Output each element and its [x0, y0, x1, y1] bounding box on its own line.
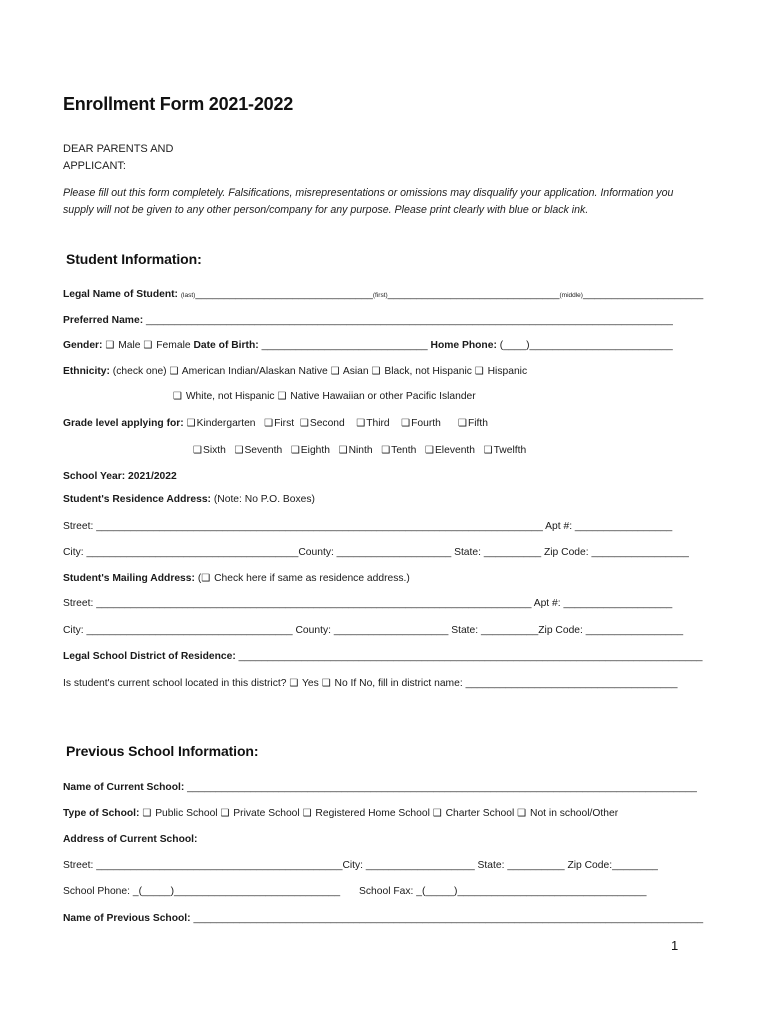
previous-school-field[interactable]: _________________________________________________________________________________________ — [193, 913, 704, 924]
mailing-address-label: Student's Mailing Address: — [63, 573, 195, 584]
ethnicity-row-2 — [173, 391, 476, 402]
checkbox-icon[interactable]: ❑ — [299, 418, 309, 429]
school-phone-field[interactable]: School Phone: _(_____)_____________________________ — [63, 886, 341, 897]
residence-city-field[interactable]: City: _____________________________________County: ____________________ State: __________ Zip Code: _________________ — [63, 547, 689, 558]
ethnicity-option: Black, not Hispanic — [384, 366, 472, 377]
middle-name-field[interactable]: _____________________ — [582, 289, 704, 300]
mailing-address-row — [63, 573, 410, 584]
checkbox-icon[interactable]: ❑ — [220, 808, 230, 819]
grade-option: Eighth — [300, 445, 330, 456]
preferred-name-label: Preferred Name: — [63, 315, 144, 326]
checkbox-icon[interactable]: ❑ — [201, 573, 211, 584]
gender-male-label: Male — [118, 340, 141, 351]
in-district-question: Is student's current school located in this district? — [63, 678, 287, 689]
ethnicity-option: American Indian/Alaskan Native — [181, 366, 328, 377]
current-school-row — [63, 782, 697, 793]
checkbox-icon[interactable]: ❑ — [302, 808, 312, 819]
ethnicity-option: Native Hawaiian or other Pacific Islander — [290, 391, 476, 402]
ethnicity-option: Asian — [342, 366, 369, 377]
checkbox-icon[interactable]: ❑ — [517, 808, 527, 819]
checkbox-icon[interactable]: ❑ — [186, 418, 196, 429]
grade-option: Twelfth — [493, 445, 527, 456]
previous-school-label: Name of Previous School: — [63, 913, 191, 924]
grade-option: First — [274, 418, 295, 429]
grade-option: Ninth — [348, 445, 373, 456]
school-type-row — [63, 808, 618, 819]
school-type-option: Registered Home School — [315, 808, 430, 819]
checkbox-icon[interactable]: ❑ — [330, 366, 340, 377]
page-title: Enrollment Form 2021-2022 — [63, 94, 294, 114]
school-type-option: Private School — [233, 808, 300, 819]
yes-label: Yes — [302, 678, 319, 689]
legal-name-row — [63, 289, 703, 300]
residence-address-row — [63, 494, 315, 505]
residence-address-label: Student's Residence Address: — [63, 494, 211, 505]
current-school-field[interactable]: _________________________________________________________________________________________ — [187, 782, 697, 793]
previous-school-row — [63, 913, 703, 924]
checkbox-icon[interactable]: ❑ — [105, 340, 115, 351]
school-year: School Year: 2021/2022 — [63, 471, 177, 482]
checkbox-icon[interactable]: ❑ — [173, 391, 182, 402]
checkbox-icon[interactable]: ❑ — [142, 808, 152, 819]
dob-field[interactable]: _____________________________ — [261, 340, 428, 351]
checkbox-icon[interactable]: ❑ — [289, 678, 299, 689]
legal-name-label: Legal Name of Student: — [63, 289, 178, 300]
ethnicity-note: (check one) — [112, 366, 167, 377]
preferred-name-row — [63, 315, 673, 326]
student-info-heading: Student Information: — [66, 251, 202, 267]
gender-dob-row — [63, 340, 673, 351]
school-street-field[interactable]: Street: ___________________________________________City: ___________________ State: __________ Zip Code:________ — [63, 860, 658, 871]
grade-option: Seventh — [244, 445, 283, 456]
dob-label: Date of Birth: — [193, 340, 259, 351]
residence-address-note: (Note: No P.O. Boxes) — [213, 494, 315, 505]
checkbox-icon[interactable]: ❑ — [193, 445, 202, 456]
checkbox-icon[interactable]: ❑ — [338, 445, 348, 456]
previous-school-heading: Previous School Information: — [66, 743, 259, 759]
intro-paragraph: Please fill out this form completely. Falsifications, misrepresentations or omissions may disqualify your application. Information you supply will not be given to any other person/company for any purpose. Please print clearly with blue or black ink. — [63, 187, 674, 216]
district-field[interactable]: _________________________________________________________________________________ — [238, 651, 703, 662]
grade-option: Fifth — [467, 418, 489, 429]
greeting-line-2: APPLICANT: — [63, 160, 126, 172]
no-label: No If No, fill in district name: — [334, 678, 463, 689]
mailing-note-open: ( — [197, 573, 202, 584]
school-fax-field[interactable]: School Fax: _(_____)_________________________________ — [359, 886, 647, 897]
grade-option: Second — [309, 418, 345, 429]
school-type-option: Charter School — [445, 808, 515, 819]
current-school-label: Name of Current School: — [63, 782, 185, 793]
grade-label: Grade level applying for: — [63, 418, 184, 429]
checkbox-icon[interactable]: ❑ — [424, 445, 434, 456]
checkbox-icon[interactable]: ❑ — [264, 418, 274, 429]
checkbox-icon[interactable]: ❑ — [381, 445, 391, 456]
mailing-street-field[interactable]: Street: ____________________________________________________________________________ Apt #: ___________________ — [63, 598, 673, 609]
in-district-row — [63, 678, 677, 689]
checkbox-icon[interactable]: ❑ — [371, 366, 381, 377]
grade-option: Tenth — [391, 445, 417, 456]
home-phone-field[interactable]: (____)_________________________ — [499, 340, 673, 351]
greeting-line-1: DEAR PARENTS AND — [63, 143, 174, 155]
checkbox-icon[interactable]: ❑ — [321, 678, 331, 689]
school-type-label: Type of School: — [63, 808, 140, 819]
checkbox-icon[interactable]: ❑ — [234, 445, 244, 456]
ethnicity-label: Ethnicity: — [63, 366, 110, 377]
checkbox-icon[interactable]: ❑ — [401, 418, 411, 429]
checkbox-icon[interactable]: ❑ — [458, 418, 467, 429]
preferred-name-field[interactable]: ____________________________________________________________________________________________ — [146, 315, 673, 326]
district-row — [63, 651, 703, 662]
checkbox-icon[interactable]: ❑ — [169, 366, 179, 377]
first-name-field[interactable]: ______________________________ — [387, 289, 560, 300]
grade-option: Fourth — [411, 418, 441, 429]
grade-option: Kindergarten — [196, 418, 256, 429]
grade-option: Third — [366, 418, 390, 429]
last-name-field[interactable]: _______________________________ — [195, 289, 373, 300]
middle-name-hint: (middle) — [559, 292, 583, 299]
school-type-option: Public School — [155, 808, 218, 819]
checkbox-icon[interactable]: ❑ — [290, 445, 300, 456]
checkbox-icon[interactable]: ❑ — [432, 808, 442, 819]
gender-label: Gender: — [63, 340, 103, 351]
checkbox-icon[interactable]: ❑ — [277, 391, 287, 402]
grade-option: Eleventh — [434, 445, 476, 456]
grade-row-1 — [63, 418, 488, 429]
grade-option: Sixth — [202, 445, 226, 456]
checkbox-icon[interactable]: ❑ — [143, 340, 153, 351]
mailing-address-note: Check here if same as residence address.) — [214, 573, 410, 584]
district-label: Legal School District of Residence: — [63, 651, 236, 662]
page-number: 1 — [671, 938, 679, 953]
gender-female-label: Female — [156, 340, 191, 351]
residence-street-field[interactable]: Street: ______________________________________________________________________________ Apt #: _________________ — [63, 521, 673, 532]
ethnicity-option: White, not Hispanic — [185, 391, 275, 402]
checkbox-icon[interactable]: ❑ — [474, 366, 484, 377]
school-address-label: Address of Current School: — [63, 834, 198, 845]
ethnicity-option: Hispanic — [487, 366, 528, 377]
district-name-field[interactable]: _____________________________________ — [465, 678, 678, 689]
home-phone-label: Home Phone: — [430, 340, 497, 351]
checkbox-icon[interactable]: ❑ — [483, 445, 493, 456]
checkbox-icon[interactable]: ❑ — [356, 418, 366, 429]
mailing-city-field[interactable]: City: ____________________________________ County: ____________________ State: __________Zip Code: _________________ — [63, 625, 684, 636]
ethnicity-row-1 — [63, 366, 527, 377]
grade-row-2 — [193, 445, 526, 456]
school-type-option: Not in school/Other — [530, 808, 619, 819]
last-name-hint: (last) — [180, 292, 196, 299]
first-name-hint: (first) — [372, 292, 388, 299]
